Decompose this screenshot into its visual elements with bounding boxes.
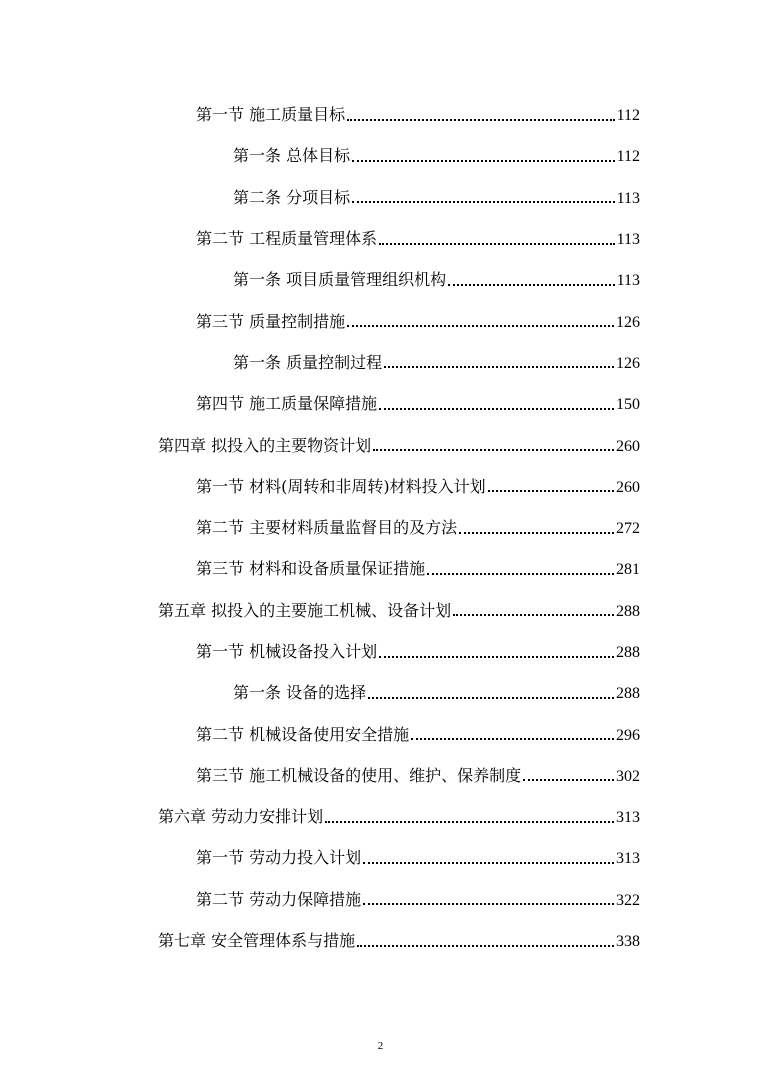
toc-entry[interactable] (0, 258, 761, 299)
toc-entry-inner (196, 556, 640, 579)
toc-dot-leader (373, 449, 614, 451)
toc-entry-title: 第一条 设备的选择 (233, 683, 367, 703)
toc-entry-page: 313 (616, 850, 640, 868)
toc-entry-page: 272 (616, 520, 640, 538)
toc-entry-page: 288 (616, 602, 640, 620)
toc-entry-title: 第一节 劳动力投入计划 (196, 848, 362, 868)
toc-entry-inner (196, 639, 640, 662)
toc-entry-page: 288 (616, 644, 640, 661)
toc-entry-page: 126 (616, 313, 640, 331)
toc-entry-title: 第二节 主要材料质量监督目的及方法 (196, 518, 458, 538)
toc-dot-leader (357, 945, 614, 947)
toc-entry-inner (233, 267, 640, 290)
toc-entry-inner (158, 598, 640, 621)
toc-entry-inner (196, 102, 640, 125)
toc-entry-inner (196, 226, 640, 249)
toc-entry-inner (233, 143, 640, 166)
toc-dot-leader (363, 903, 614, 905)
toc-entry[interactable] (0, 836, 761, 877)
toc-entry-inner (196, 763, 640, 786)
toc-entry-title: 第三节 材料和设备质量保证措施 (196, 559, 426, 579)
toc-entry-page: 113 (616, 272, 640, 290)
toc-entry-page: 296 (616, 726, 640, 744)
toc-entry-page: 281 (616, 561, 640, 579)
toc-dot-leader (352, 201, 615, 203)
toc-dot-leader (379, 243, 615, 245)
toc-entry-page: 112 (616, 107, 640, 125)
toc-entry[interactable] (0, 341, 761, 382)
toc-entry[interactable] (0, 134, 761, 175)
toc-entry-inner (196, 722, 640, 745)
toc-entry-inner (196, 474, 640, 497)
toc-entry-page: 260 (616, 437, 640, 455)
toc-entry-title: 第一条 质量控制过程 (233, 352, 383, 372)
toc-entry-inner (158, 804, 640, 827)
toc-entry[interactable] (0, 795, 761, 836)
toc-entry[interactable] (0, 465, 761, 506)
toc-entry-title: 第六章 劳动力安排计划 (158, 807, 324, 827)
toc-dot-leader (453, 614, 614, 616)
toc-entry-page: 322 (616, 891, 640, 909)
toc-entry-title: 第二节 劳动力保障措施 (196, 889, 362, 909)
toc-entry-inner (233, 350, 640, 373)
toc-entry-page: 126 (616, 354, 640, 372)
toc-entry-page: 150 (616, 396, 640, 414)
toc-entry[interactable] (0, 712, 761, 753)
toc-entry-inner (196, 845, 640, 868)
toc-entry[interactable] (0, 93, 761, 134)
toc-entry-inner (196, 887, 640, 910)
toc-entry-inner (196, 391, 640, 414)
toc-entry[interactable] (0, 217, 761, 258)
toc-entry-title: 第四节 施工质量保障措施 (196, 394, 378, 414)
toc-entry[interactable] (0, 630, 761, 671)
toc-entry-page: 288 (616, 685, 640, 703)
toc-dot-leader (363, 862, 614, 864)
toc-dot-leader (459, 532, 614, 534)
toc-entry-title: 第一节 施工质量目标 (196, 105, 346, 125)
toc-entry[interactable] (0, 423, 761, 464)
toc-entry-title: 第一节 机械设备投入计划 (196, 642, 378, 661)
toc-entry-page: 302 (616, 767, 640, 785)
toc-entry[interactable] (0, 299, 761, 340)
toc-dot-leader (488, 490, 614, 492)
toc-entry[interactable] (0, 878, 761, 919)
page-number: 2 (377, 1040, 384, 1052)
toc-dot-leader (352, 160, 615, 162)
toc-dot-leader (347, 119, 615, 121)
toc-entry-inner (196, 515, 640, 538)
toc-dot-leader (523, 779, 614, 781)
toc-entry-page: 113 (616, 231, 640, 249)
toc-dot-leader (427, 573, 614, 575)
toc-dot-leader (347, 325, 614, 327)
toc-entry-title: 第五章 拟投入的主要施工机械、设备计划 (158, 600, 452, 620)
toc-entry[interactable] (0, 506, 761, 547)
toc-dot-leader (448, 284, 615, 286)
toc-entry-title: 第三节 施工机械设备的使用、维护、保养制度 (196, 765, 522, 785)
toc-entry-inner (158, 928, 640, 951)
toc-entry-title: 第一条 项目质量管理组织机构 (233, 270, 447, 290)
toc-entry[interactable] (0, 919, 761, 960)
toc-entry[interactable] (0, 382, 761, 423)
toc-entry[interactable] (0, 547, 761, 588)
toc-entry-title: 第四章 拟投入的主要物资计划 (158, 435, 372, 455)
toc-dot-leader (379, 656, 614, 658)
toc-entry-page: 338 (616, 933, 640, 951)
toc-entry-title: 第三节 质量控制措施 (196, 311, 346, 331)
toc-dot-leader (384, 366, 614, 368)
toc-entry-page: 313 (616, 809, 640, 827)
toc-entry-page: 112 (616, 148, 640, 166)
toc-entry-title: 第一节 材料(周转和非周转)材料投入计划 (196, 476, 486, 496)
toc-dot-leader (325, 821, 614, 823)
toc-entry[interactable] (0, 754, 761, 795)
toc-entry-inner (233, 680, 640, 703)
table-of-contents (0, 93, 761, 960)
toc-dot-leader (411, 738, 614, 740)
toc-dot-leader (368, 697, 614, 699)
toc-entry-inner (158, 433, 640, 456)
toc-entry-page: 113 (616, 189, 640, 207)
toc-entry-inner (196, 309, 640, 332)
toc-entry-title: 第二节 机械设备使用安全措施 (196, 724, 410, 744)
toc-entry[interactable] (0, 589, 761, 630)
toc-entry[interactable] (0, 671, 761, 712)
toc-entry-title: 第七章 安全管理体系与措施 (158, 931, 356, 951)
toc-entry[interactable] (0, 176, 761, 217)
toc-dot-leader (379, 408, 614, 410)
toc-entry-title: 第二条 分项目标 (233, 187, 351, 207)
toc-entry-inner (233, 185, 640, 208)
toc-entry-title: 第一条 总体目标 (233, 146, 351, 166)
toc-entry-page: 260 (616, 478, 640, 496)
toc-entry-title: 第二节 工程质量管理体系 (196, 229, 378, 249)
